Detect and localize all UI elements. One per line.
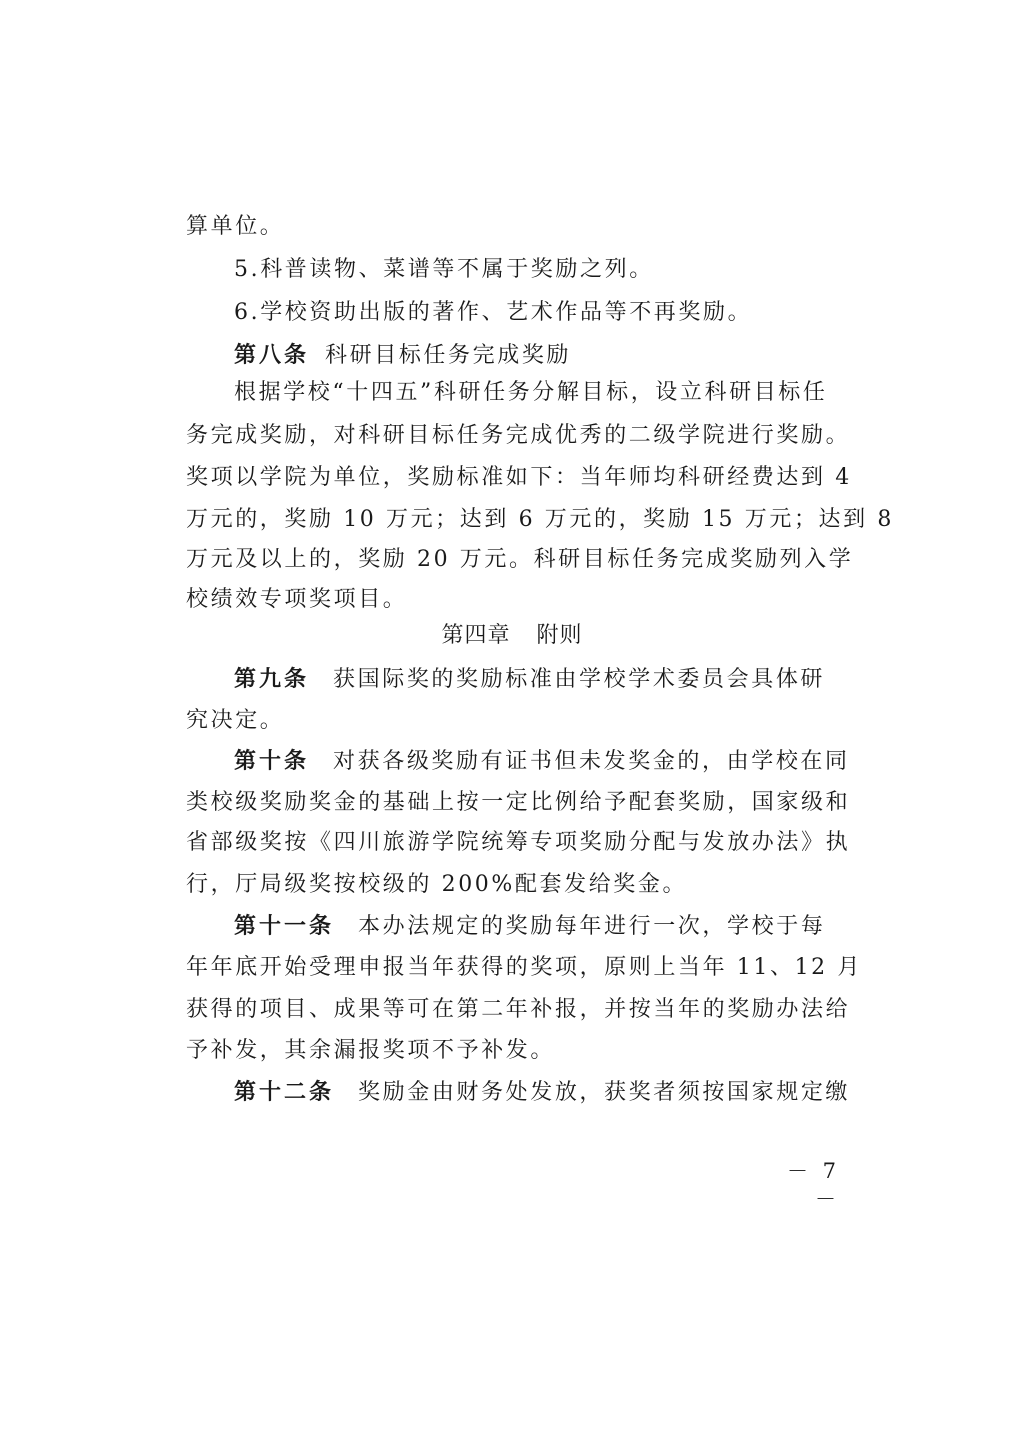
article-10-text: 对获各级奖励有证书但未发奖金的，由学校在同 (333, 749, 850, 774)
article-9-text: 获国际奖的奖励标准由学校学术委员会具体研 (333, 667, 826, 692)
text-line: 务完成奖励，对科研目标任务完成优秀的二级学院进行奖励。 (186, 423, 851, 448)
chapter-name: 附则 (536, 623, 583, 648)
chapter-heading (0, 621, 1024, 651)
article-8-line (234, 340, 836, 371)
text-line: 类校级奖励奖金的基础上按一定比例给予配套奖励，国家级和 (186, 790, 851, 815)
article-11-title: 第十一条 (234, 913, 335, 939)
text-line: 奖项以学院为单位，奖励标准如下：当年师均科研经费达到 4 (186, 465, 852, 490)
text-line: 万元及以上的，奖励 20 万元。科研目标任务完成奖励列入学 (186, 547, 854, 572)
page-number: － 7 － (786, 1159, 840, 1211)
article-11-line (234, 911, 836, 942)
text-line: 年年底开始受理申报当年获得的奖项，原则上当年 11、12 月 (186, 955, 862, 980)
text-line: 5.科普读物、菜谱等不属于奖励之列。 (234, 257, 654, 282)
article-10-line (234, 746, 850, 777)
article-12-line (234, 1077, 851, 1108)
text-line: 校绩效专项奖项目。 (186, 587, 408, 612)
article-12-text: 奖励金由财务处发放，获奖者须按国家规定缴 (358, 1080, 851, 1105)
text-line: 究决定。 (186, 708, 285, 733)
chapter-number: 第四章 (441, 623, 511, 648)
text-line: 获得的项目、成果等可在第二年补报，并按当年的奖励办法给 (186, 997, 851, 1022)
article-9-title: 第九条 (234, 666, 310, 692)
text-line: 6.学校资助出版的著作、艺术作品等不再奖励。 (234, 300, 753, 325)
article-9-line (234, 664, 836, 695)
article-11-text: 本办法规定的奖励每年进行一次，学校于每 (358, 914, 826, 939)
text-line: 万元的，奖励 10 万元；达到 6 万元的，奖励 15 万元；达到 8 (186, 507, 894, 532)
article-12-title: 第十二条 (234, 1079, 335, 1105)
text-line: 省部级奖按《四川旅游学院统筹专项奖励分配与发放办法》执 (186, 830, 851, 855)
text-line: 予补发，其余漏报奖项不予补发。 (186, 1038, 556, 1063)
article-10-title: 第十条 (234, 748, 310, 774)
article-8-heading: 科研目标任务完成奖励 (325, 343, 572, 368)
text-line: 算单位。 (186, 214, 285, 239)
text-line: 根据学校“十四五”科研任务分解目标，设立科研目标任 (234, 380, 828, 405)
text-line: 行，厅局级奖按校级的 200%配套发给奖金。 (186, 872, 688, 897)
article-8-title: 第八条 (234, 342, 310, 368)
